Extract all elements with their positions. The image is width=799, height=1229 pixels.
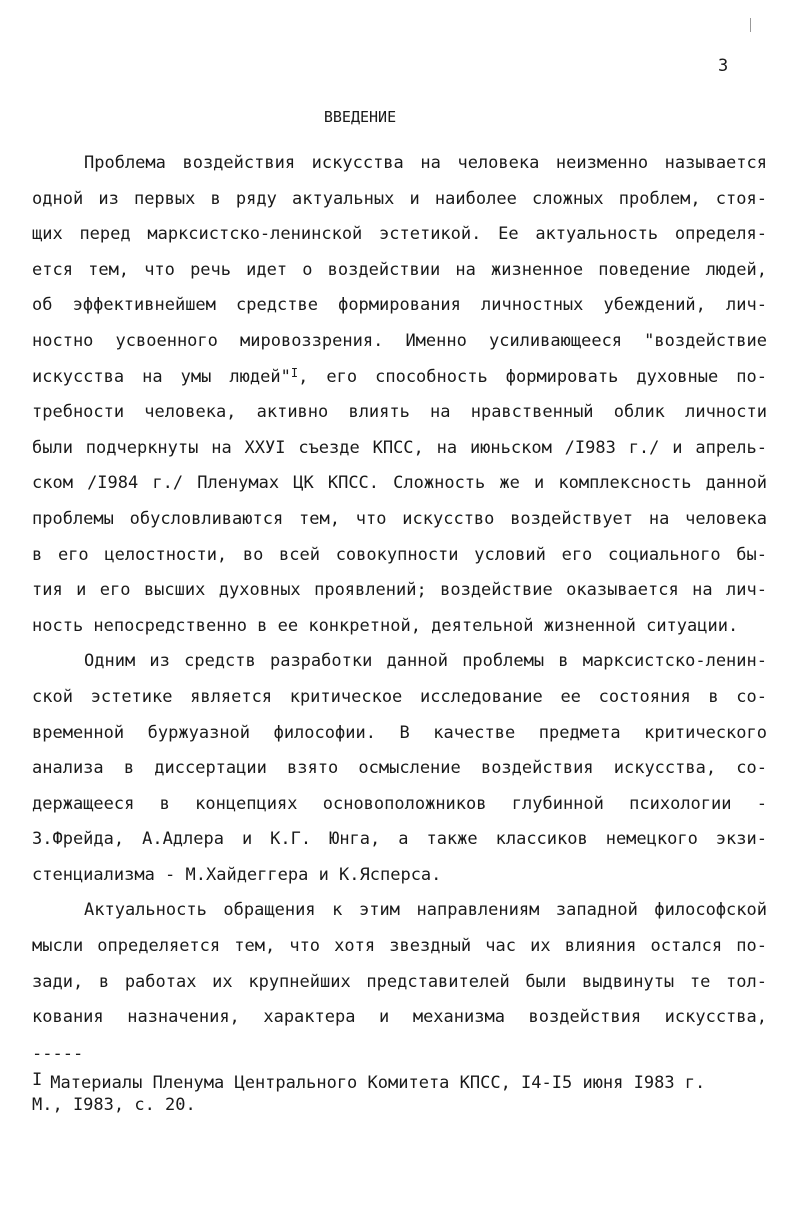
text-line: Одним из средств разработки данной проблемы в марксистско-ленин- [84, 651, 767, 672]
text-segment: , его способность формировать духовные по- [298, 366, 767, 387]
text-line: тия и его высших духовных проявлений; воздействие оказывается на лич- [32, 580, 767, 601]
text-line: об эффективнейшем средстве формирования личностных убеждений, лич- [32, 295, 767, 316]
text-line: ность непосредственно в ее конкретной, деятельной жизненной ситуации. [32, 615, 739, 636]
page-number: 3 [718, 56, 729, 76]
text-line: Актуальность обращения к этим направлениям западной философской [84, 900, 767, 921]
footnote-separator: ----- [32, 1044, 84, 1064]
footnote-reference: I [290, 365, 299, 380]
text-line: ской эстетике является критическое исследование ее состояния в со- [32, 686, 767, 707]
footnote-line: М., I983, с. 20. [32, 1095, 196, 1115]
section-title: ВВЕДЕНИЕ [323, 108, 397, 126]
text-line: стенциализма - М.Хайдеггера и К.Ясперса. [32, 864, 442, 885]
text-line: щих перед марксистско-ленинской эстетикой. Ее актуальность определя- [32, 224, 767, 245]
text-line: одной из первых в ряду актуальных и наиболее сложных проблем, стоя- [32, 188, 767, 209]
text-line [32, 362, 767, 398]
text-line: ется тем, что речь идет о воздействии на жизненное поведение людей, [32, 259, 767, 280]
body-text [32, 148, 767, 1038]
text-line: анализа в диссертации взято осмысление воздействия искусства, со- [32, 758, 767, 779]
text-line: требности человека, активно влиять на нравственный облик личности [32, 402, 767, 423]
text-line: ностно усвоенного мировоззрения. Именно усиливающееся "воздействие [32, 330, 767, 351]
text-line: кования назначения, характера и механизма воздействия искусства, [32, 1007, 767, 1028]
text-line: Проблема воздействия искусства на человека неизменно называется [84, 153, 767, 173]
footnote-line [32, 1072, 752, 1094]
scan-edge-mark [750, 18, 751, 32]
text-line: З.Фрейда, А.Адлера и К.Г. Юнга, а также классиков немецкого экзи- [32, 829, 767, 850]
footnote-text: Материалы Пленума Центрального Комитета КПСС, I4-I5 июня I983 г. [50, 1073, 706, 1093]
text-line: временной буржуазной философии. В качестве предмета критического [32, 722, 767, 743]
footnote [32, 1072, 752, 1116]
text-line: держащееся в концепциях основоположников глубинной психологии - [32, 793, 767, 814]
text-line: зади, в работах их крупнейших представителей были выдвинуты те тол- [32, 971, 767, 992]
text-line: проблемы обусловливаются тем, что искусство воздействует на человека [32, 508, 767, 529]
text-line: ском /I984 г./ Пленумах ЦК КПСС. Сложность же и комплексность данной [32, 473, 767, 494]
text-line: в его целостности, во всей совокупности условий его социального бы- [32, 544, 767, 565]
footnote-mark: I [32, 1070, 43, 1090]
text-line: мысли определяется тем, что хотя звездный час их влияния остался по- [32, 936, 767, 957]
text-segment: искусства на умы людей" [32, 366, 291, 387]
text-line: были подчеркнуты на ХХУI съезде КПСС, на июньском /I983 г./ и апрель- [32, 437, 767, 458]
